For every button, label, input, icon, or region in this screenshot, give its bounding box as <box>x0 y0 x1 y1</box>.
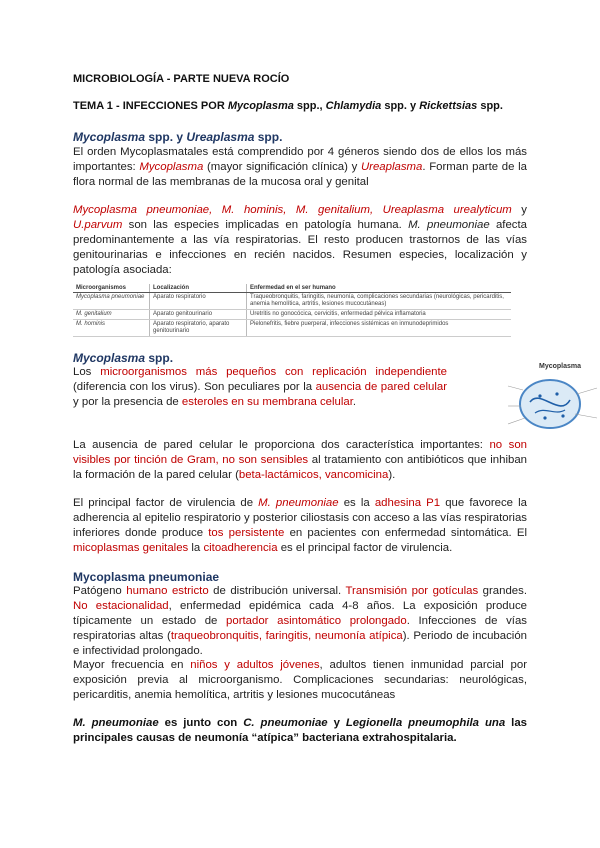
section-heading-mycoplasma-ureaplasma: Mycoplasma spp. y Ureaplasma spp. <box>73 130 283 144</box>
mycoplasma-figure <box>505 358 600 438</box>
paragraph-frecuencia: Mayor frecuencia en niños y adultos jóvenes, adultos tienen inmunidad parcial por exposición previa al microorganismo. Complicaciones secundarias: neurológicas, pericarditis, anemia hemolítica, artritis y lesiones mucocutáneas <box>73 659 527 701</box>
table-row <box>73 320 511 337</box>
figure-title: Mycoplasma <box>539 363 582 370</box>
paragraph-patogeno: Patógeno humano estricto de distribución universal. Transmisión por gotículas grandes. No estacionalidad, enfermedad epidémica cada 4-8 años. La exposición produce típicamente un estado de portador asintomático prolongado. Infecciones de vías respiratorias altas (traqueobronquitis, faringitis, neumonía atípica). Periodo de incubación e infectividad prolongado. <box>73 585 528 657</box>
paragraph-especies: Mycoplasma pneumoniae, M. hominis, M. genitalium, Ureaplasma urealyticum y U.parvum son las especies implicadas en patología humana. M. pneumoniae afecta predominantemente a las vía respiratorias. El resto producen trastornos de las vías genitourinarias e infecciones en recién nacidos. Resumen especies, localización y patología asociada: <box>73 204 527 276</box>
table-header-cell: Enfermedad en el ser humano <box>247 284 512 293</box>
paragraph-ausencia-pared: La ausencia de pared celular le proporciona dos característica importantes: no son visibles por tinción de Gram, no son sensibles al tratamiento con antibióticos que inhiban la formación de la pared celular (beta-lactámicos, vancomicina). <box>73 439 527 481</box>
table-header-row <box>73 284 511 293</box>
table-row <box>73 310 511 320</box>
table-cell: Aparato genitourinario <box>150 310 247 320</box>
section-heading-mycoplasma-spp: Mycoplasma spp. <box>73 351 174 365</box>
table-cell: Pielonefritis, fiebre puerperal, infecciones sistémicas en inmunodeprimidos <box>247 320 512 337</box>
document-title: MICROBIOLOGÍA - PARTE NUEVA ROCÍO <box>73 73 290 85</box>
table-cell: Uretritis no gonocócica, cervicitis, enfermedad pélvica inflamatoria <box>247 310 512 320</box>
table-header-cell: Microorganismos <box>73 284 150 293</box>
paragraph-orden-mycoplasmatales: El orden Mycoplasmatales está comprendido por 4 géneros siendo dos de ellos los más importantes: Mycoplasma (mayor significación clínica) y Ureaplasma. Forman parte de la flora normal de las membranas de la mucosa oral y genital <box>73 146 527 188</box>
table-cell: Aparato respiratorio <box>150 293 247 310</box>
paragraph-factor-virulencia: El principal factor de virulencia de M. pneumoniae es la adhesina P1 que favorece la adherencia al epitelio respiratorio y posterior ciliostasis con acceso a las vías respiratorias inferiores donde produce tos persistente en pacientes con enfermedad sintomática. El micoplasmas genitales la citoadherencia es el principal factor de virulencia. <box>73 497 528 554</box>
table-cell: M. hominis <box>73 320 150 337</box>
species-table <box>73 284 511 337</box>
section-heading-mycoplasma-pneumoniae: Mycoplasma pneumoniae <box>73 570 220 584</box>
table-cell: Aparato respiratorio, aparato genitourinario <box>150 320 247 337</box>
table-cell: Mycoplasma pneumoniae <box>73 293 150 310</box>
mycoplasma-cell-illustration <box>505 358 600 438</box>
topic-heading: TEMA 1 - INFECCIONES POR Mycoplasma spp., Chlamydia spp. y Rickettsias spp. <box>73 100 503 112</box>
table-cell: Traqueobronquitis, faringitis, neumonía, complicaciones secundarias (neurológicas, pericarditis, anemia hemolítica, artritis, lesiones mucocutáneas) <box>247 293 512 310</box>
table-cell: M. genitalium <box>73 310 150 320</box>
table-header-cell: Localización <box>150 284 247 293</box>
table-row <box>73 293 511 310</box>
paragraph-microorganismos: Los microorganismos más pequeños con replicación independiente (diferencia con los virus). Son peculiares por la ausencia de pared celular y por la presencia de esteroles en su membrana celular. <box>73 366 448 408</box>
paragraph-neumonia-atipica: M. pneumoniae es junto con C. pneumoniae y Legionella pneumophila una las principales causas de neumonía “atípica” bacteriana extrahospitalaria. <box>73 717 527 744</box>
